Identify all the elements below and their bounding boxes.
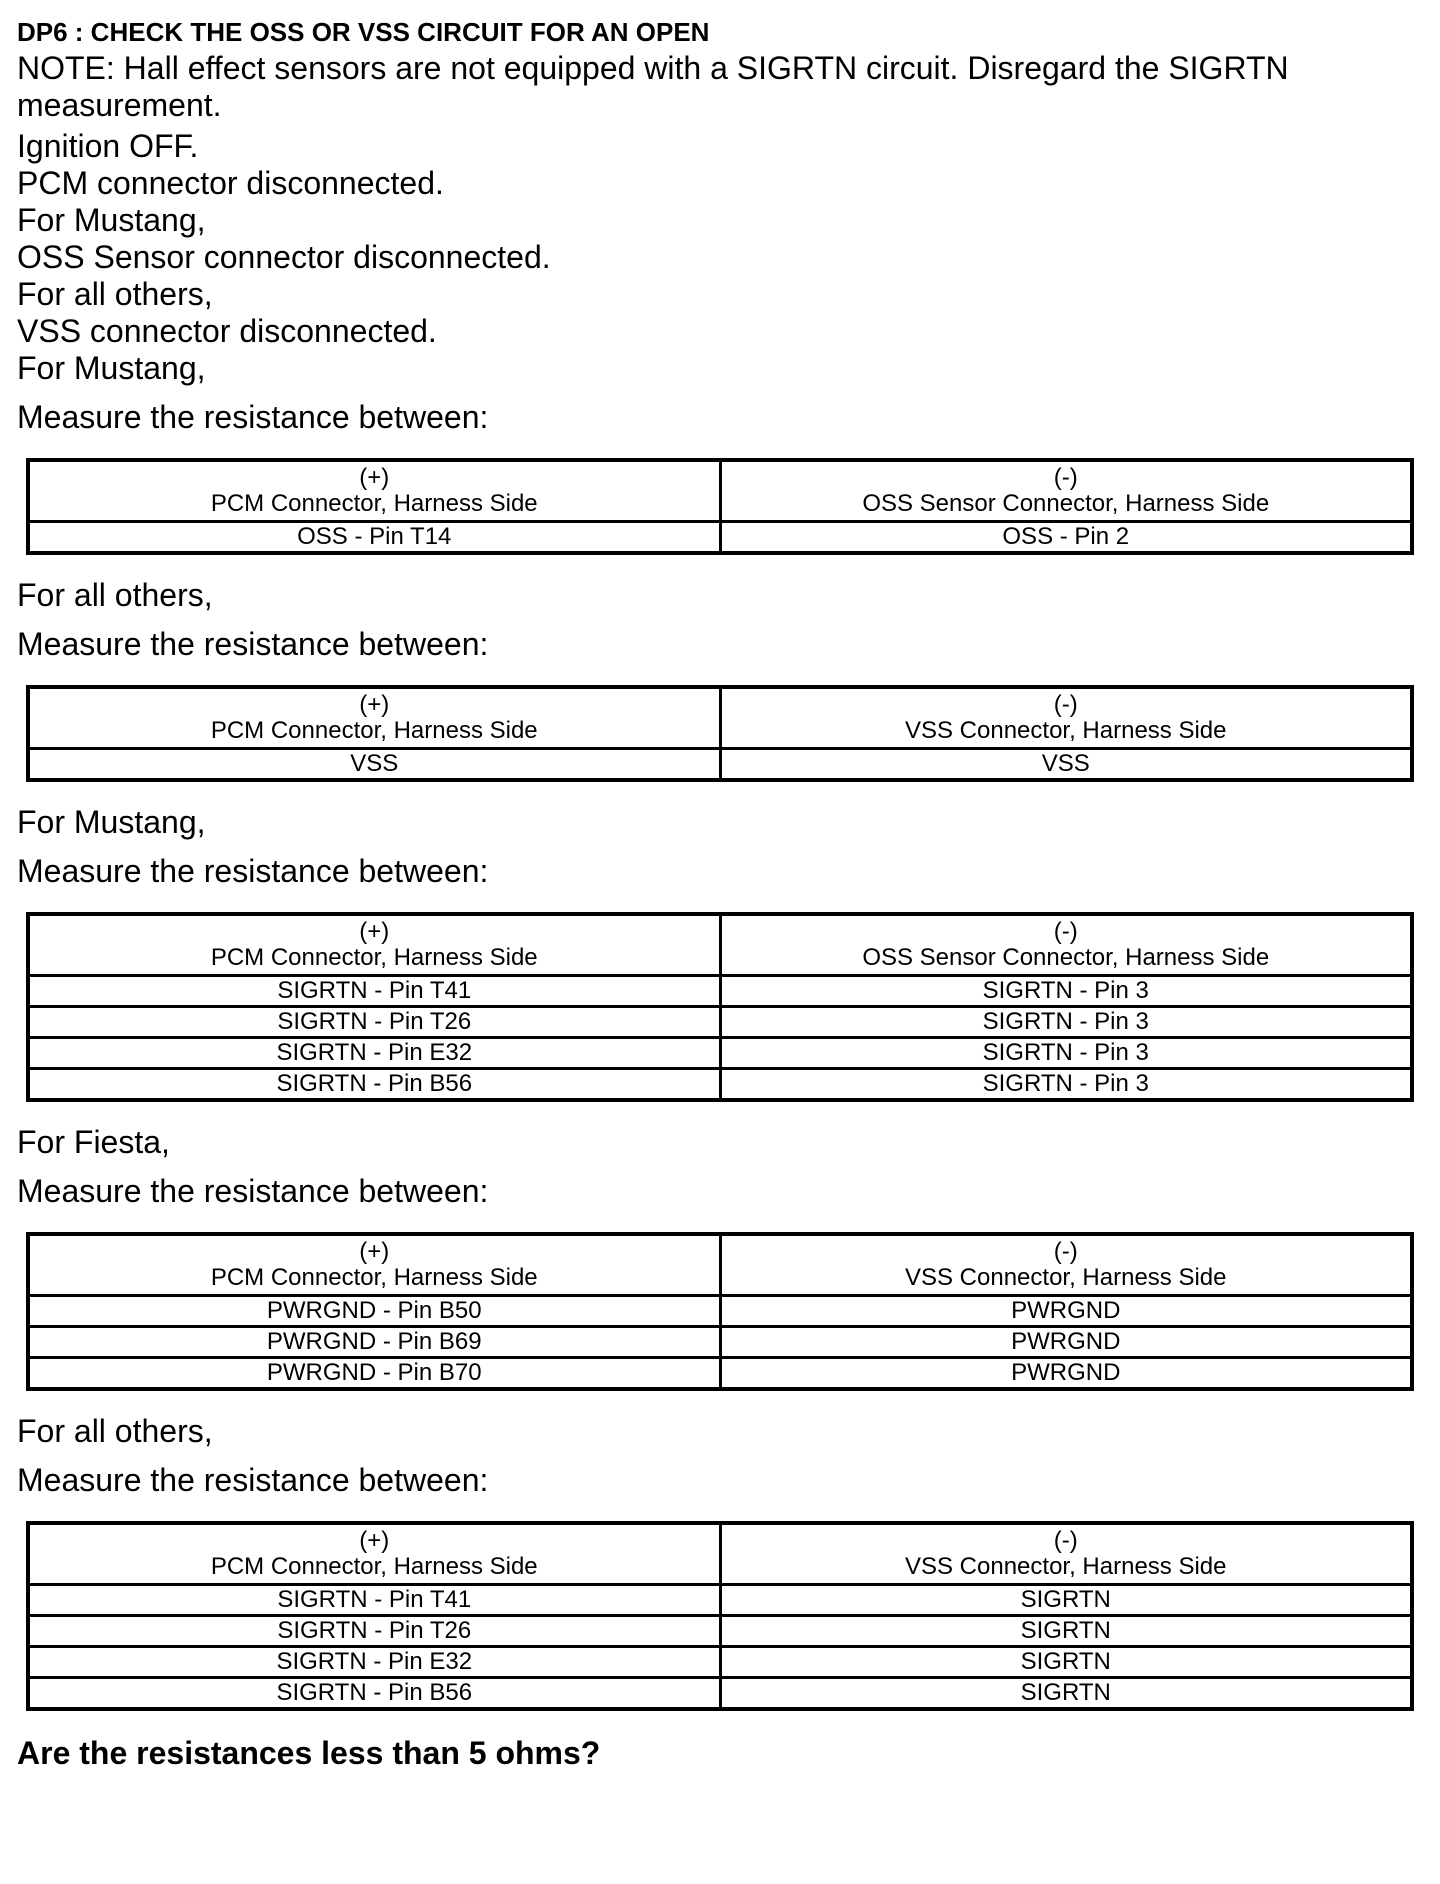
table-row bbox=[28, 1069, 1412, 1101]
table-header-row bbox=[28, 914, 1412, 976]
resistance-table bbox=[26, 1232, 1414, 1391]
table-cell: SIGRTN bbox=[720, 1616, 1412, 1647]
connector-label: PCM Connector, Harness Side bbox=[210, 944, 538, 971]
condition-text: For all others, bbox=[17, 1413, 213, 1449]
connector-label: PCM Connector, Harness Side bbox=[210, 1264, 538, 1291]
table-row bbox=[28, 1038, 1412, 1069]
table-cell: VSS bbox=[720, 749, 1412, 781]
table-row bbox=[28, 522, 1412, 554]
connector-label: PCM Connector, Harness Side bbox=[210, 1553, 538, 1580]
polarity-label: (+) bbox=[359, 1238, 390, 1265]
polarity-label: (+) bbox=[359, 691, 390, 718]
step-text: PCM connector disconnected. bbox=[17, 165, 444, 201]
table-header-cell bbox=[28, 1234, 720, 1296]
table-header-cell bbox=[28, 914, 720, 976]
table-cell: PWRGND bbox=[720, 1358, 1412, 1390]
table-cell: SIGRTN - Pin 3 bbox=[720, 1069, 1412, 1101]
table-row bbox=[28, 1678, 1412, 1710]
table-cell: PWRGND - Pin B50 bbox=[28, 1296, 720, 1327]
table-header-row bbox=[28, 687, 1412, 749]
polarity-label: (+) bbox=[359, 1527, 390, 1554]
table-header-cell bbox=[28, 460, 720, 522]
condition-text: For Fiesta, bbox=[17, 1124, 170, 1160]
table-cell: VSS bbox=[28, 749, 720, 781]
table-cell: SIGRTN - Pin T41 bbox=[28, 1585, 720, 1616]
polarity-label: (-) bbox=[1053, 1527, 1078, 1554]
step-text: OSS Sensor connector disconnected. bbox=[17, 239, 551, 275]
table-cell: SIGRTN - Pin E32 bbox=[28, 1038, 720, 1069]
table-cell: SIGRTN bbox=[720, 1678, 1412, 1710]
instruction-text: Measure the resistance between: bbox=[17, 399, 489, 435]
connector-label: VSS Connector, Harness Side bbox=[904, 717, 1227, 744]
step-text: VSS connector disconnected. bbox=[17, 313, 437, 349]
table-cell: SIGRTN - Pin 3 bbox=[720, 1007, 1412, 1038]
table-cell: PWRGND - Pin B69 bbox=[28, 1327, 720, 1358]
table-cell: PWRGND bbox=[720, 1327, 1412, 1358]
table-header-cell bbox=[720, 687, 1412, 749]
table-header-cell bbox=[28, 1523, 720, 1585]
table-header-cell bbox=[720, 460, 1412, 522]
note-text: NOTE: Hall effect sensors are not equipped with a SIGRTN circuit. Disregard the SIGRTN measurement. bbox=[17, 50, 1289, 123]
page-title: DP6 : CHECK THE OSS OR VSS CIRCUIT FOR AN OPEN bbox=[17, 17, 710, 47]
instruction-text: Measure the resistance between: bbox=[17, 1462, 489, 1498]
connector-label: VSS Connector, Harness Side bbox=[904, 1264, 1227, 1291]
polarity-label: (-) bbox=[1053, 464, 1078, 491]
question-text: Are the resistances less than 5 ohms? bbox=[17, 1735, 601, 1771]
table-cell: SIGRTN - Pin B56 bbox=[28, 1069, 720, 1101]
table-cell: SIGRTN - Pin 3 bbox=[720, 1038, 1412, 1069]
connector-label: PCM Connector, Harness Side bbox=[210, 490, 538, 517]
connector-label: PCM Connector, Harness Side bbox=[210, 717, 538, 744]
table-cell: PWRGND bbox=[720, 1296, 1412, 1327]
connector-label: VSS Connector, Harness Side bbox=[904, 1553, 1227, 1580]
table-row bbox=[28, 749, 1412, 781]
table-header-cell bbox=[720, 1523, 1412, 1585]
table-cell: SIGRTN bbox=[720, 1647, 1412, 1678]
step-text: For Mustang, bbox=[17, 202, 206, 238]
measurement-sections bbox=[17, 350, 1412, 1711]
table-row bbox=[28, 1585, 1412, 1616]
polarity-label: (+) bbox=[359, 918, 390, 945]
table-row bbox=[28, 1616, 1412, 1647]
table-row bbox=[28, 1647, 1412, 1678]
connector-label: OSS Sensor Connector, Harness Side bbox=[862, 490, 1270, 517]
table-header-row bbox=[28, 1234, 1412, 1296]
table-cell: SIGRTN - Pin E32 bbox=[28, 1647, 720, 1678]
table-cell: PWRGND - Pin B70 bbox=[28, 1358, 720, 1390]
resistance-table bbox=[26, 458, 1414, 555]
resistance-table bbox=[26, 1521, 1414, 1711]
connector-label: OSS Sensor Connector, Harness Side bbox=[862, 944, 1270, 971]
polarity-label: (-) bbox=[1053, 918, 1078, 945]
table-header-cell bbox=[720, 914, 1412, 976]
table-header-cell bbox=[28, 687, 720, 749]
instruction-text: Measure the resistance between: bbox=[17, 626, 489, 662]
instruction-text: Measure the resistance between: bbox=[17, 853, 489, 889]
instruction-text: Measure the resistance between: bbox=[17, 1173, 489, 1209]
table-cell: OSS - Pin T14 bbox=[28, 522, 720, 554]
table-header-cell bbox=[720, 1234, 1412, 1296]
table-cell: OSS - Pin 2 bbox=[720, 522, 1412, 554]
condition-text: For all others, bbox=[17, 577, 213, 613]
table-header-row bbox=[28, 460, 1412, 522]
polarity-label: (+) bbox=[359, 464, 390, 491]
resistance-table bbox=[26, 912, 1414, 1102]
table-cell: SIGRTN - Pin T26 bbox=[28, 1616, 720, 1647]
step-text: Ignition OFF. bbox=[17, 128, 199, 164]
polarity-label: (-) bbox=[1053, 1238, 1078, 1265]
table-cell: SIGRTN - Pin B56 bbox=[28, 1678, 720, 1710]
table-cell: SIGRTN - Pin T41 bbox=[28, 976, 720, 1007]
condition-text: For Mustang, bbox=[17, 350, 206, 386]
table-row bbox=[28, 976, 1412, 1007]
table-row bbox=[28, 1007, 1412, 1038]
table-row bbox=[28, 1327, 1412, 1358]
condition-text: For Mustang, bbox=[17, 804, 206, 840]
step-text: For all others, bbox=[17, 276, 213, 312]
polarity-label: (-) bbox=[1053, 691, 1078, 718]
document bbox=[17, 14, 1412, 1773]
resistance-table bbox=[26, 685, 1414, 782]
table-row bbox=[28, 1358, 1412, 1390]
table-row bbox=[28, 1296, 1412, 1327]
table-cell: SIGRTN - Pin 3 bbox=[720, 976, 1412, 1007]
table-cell: SIGRTN bbox=[720, 1585, 1412, 1616]
table-cell: SIGRTN - Pin T26 bbox=[28, 1007, 720, 1038]
table-header-row bbox=[28, 1523, 1412, 1585]
